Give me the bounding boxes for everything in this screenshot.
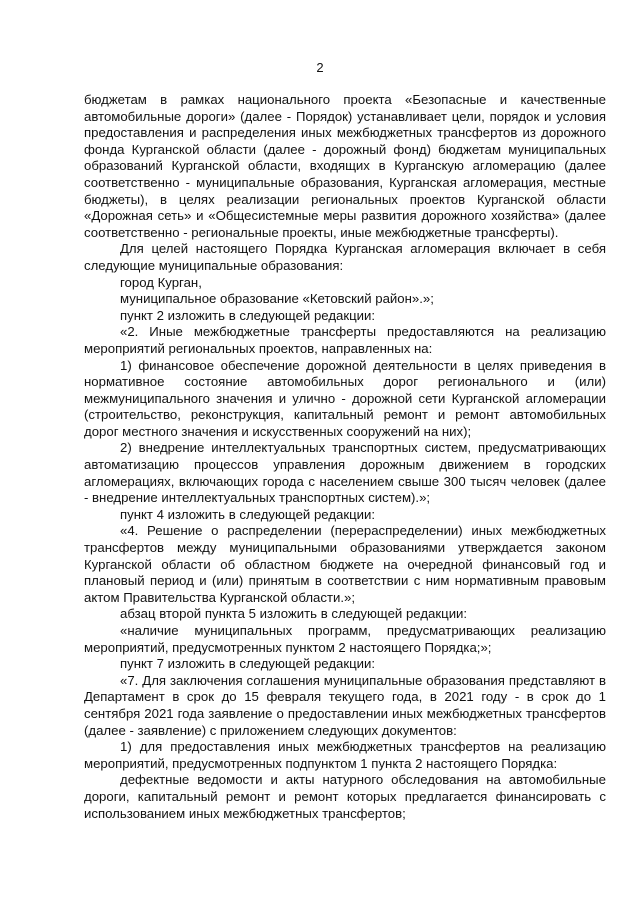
paragraph-14: «7. Для заключения соглашения муниципальные образования представляют в Департамент в срок до 15 февраля текущего года, в 2021 году - в срок до 1 сентября 2021 года заявление о предоставлении иных межбюджетных трансфертов (далее - заявление) с приложением следующих документов: [84, 672, 606, 738]
page-number: 2 [316, 60, 324, 75]
paragraph-12: «наличие муниципальных программ, предусматривающих реализацию мероприятий, предусмотренных пунктом 2 настоящего Порядка;»; [84, 623, 606, 655]
document-body [84, 92, 606, 822]
paragraph-8: 2) внедрение интеллектуальных транспортных систем, предусматривающих автоматизацию процессов управления дорожным движением в городских агломерациях, включающих города с населением свыше 300 тысяч человек (далее - внедрение интеллектуальных транспортных систем).»; [84, 440, 606, 506]
paragraph-2: Для целей настоящего Порядка Курганская агломерация включает в себя следующие муниципальные образования: [84, 241, 606, 273]
paragraph-10: «4. Решение о распределении (перераспределении) иных межбюджетных трансфертов между муниципальными образованиями утверждается законом Курганской области об областном бюджете на очередной финансовый год и плановый период и (или) принятым в соответствии с ним нормативным правовым актом Правительства Курганской области.»; [84, 523, 606, 605]
paragraph-7: 1) финансовое обеспечение дорожной деятельности в целях приведения в нормативное состояние автомобильных дорог регионального и (или) межмуниципального значения и улично - дорожной сети Курганской агломерации (строительство, реконструкция, капитальный ремонт и ремонт автомобильных дорог местного значения и искусственных сооружений на них); [84, 357, 606, 439]
paragraph-13: пункт 7 изложить в следующей редакции: [120, 656, 376, 672]
paragraph-11: абзац второй пункта 5 изложить в следующей редакции: [120, 606, 468, 622]
paragraph-16: дефектные ведомости и акты натурного обследования на автомобильные дороги, капитальный ремонт и ремонт которых предлагается финансировать с использованием иных межбюджетных трансфертов; [84, 772, 606, 821]
paragraph-4: муниципальное образование «Кетовский район».»; [120, 291, 434, 307]
paragraph-15: 1) для предоставления иных межбюджетных трансфертов на реализацию мероприятий, предусмотренных подпунктом 1 пункта 2 настоящего Порядка: [84, 739, 606, 771]
paragraph-6: «2. Иные межбюджетные трансферты предоставляются на реализацию мероприятий региональных проектов, направленных на: [84, 324, 606, 356]
paragraph-9: пункт 4 изложить в следующей редакции: [120, 506, 376, 522]
paragraph-5: пункт 2 изложить в следующей редакции: [120, 307, 376, 323]
paragraph-3: город Курган, [120, 274, 202, 290]
paragraph-1: бюджетам в рамках национального проекта «Безопасные и качественные автомобильные дороги» (далее - Порядок) устанавливает цели, порядок и условия предоставления и распределения иных межбюджетных трансфертов из дорожного фонда Курганской области (далее - дорожный фонд) бюджетам муниципальных образований Курганской области, входящих в Курганскую агломерацию (далее соответственно - муниципальные образования, Курганская агломерация, местные бюджеты), в целях реализации региональных проектов Курганской области «Дорожная сеть» и «Общесистемные меры развития дорожного хозяйства» (далее соответственно - региональные проекты, иные межбюджетные трансферты). [84, 92, 606, 240]
